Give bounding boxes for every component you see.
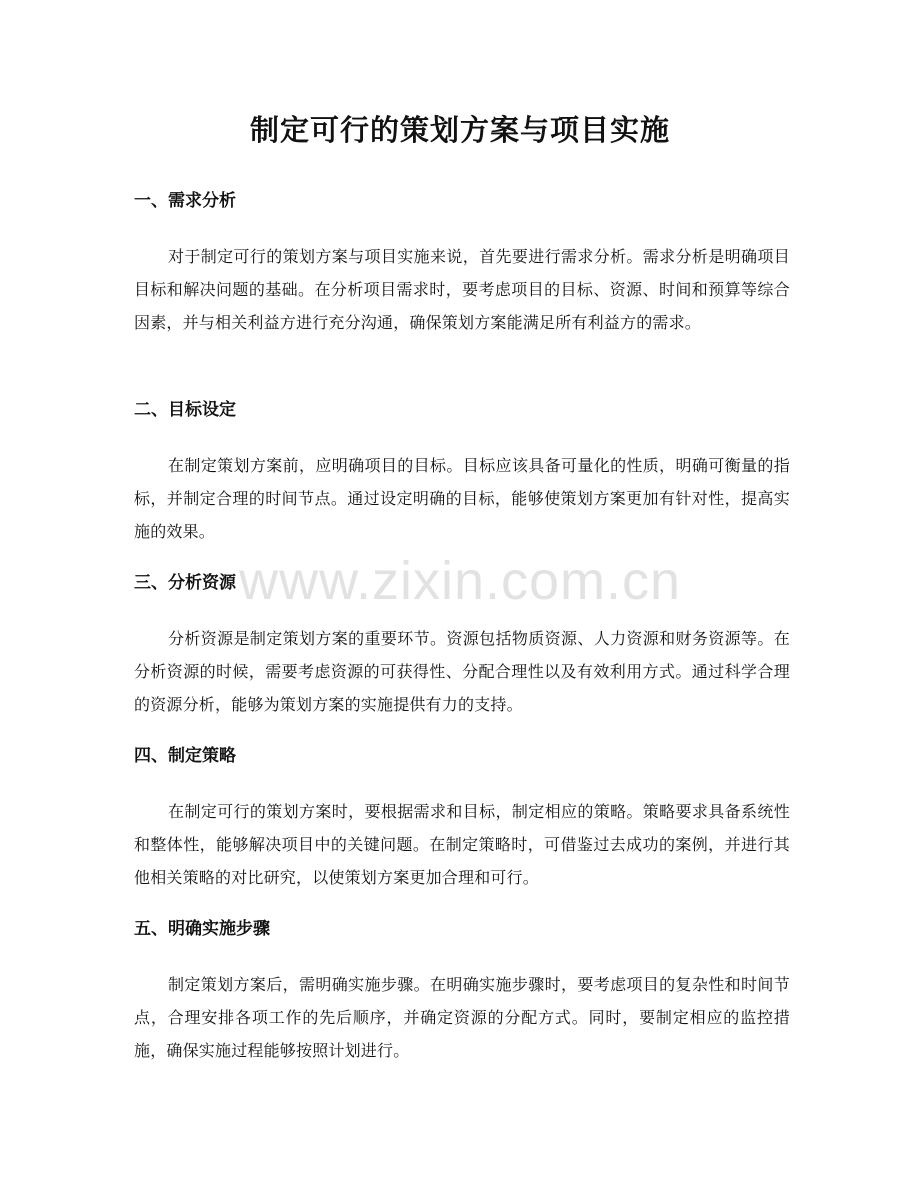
section-heading: 五、明确实施步骤: [134, 919, 270, 939]
page-title: 制定可行的策划方案与项目实施: [249, 113, 670, 147]
section-heading: 三、分析资源: [134, 573, 236, 593]
section-paragraph: 在制定可行的策划方案时，要根据需求和目标，制定相应的策略。策略要求具备系统性和整体性，能够解决项目中的关键问题。在制定策略时，可借鉴过去成功的案例，并进行其他相关策略的对比研究，以使策划方案更加合理和可行。: [134, 802, 790, 887]
section-heading: 一、需求分析: [134, 191, 236, 211]
section-requirements-analysis: [134, 188, 790, 339]
section-paragraph: 分析资源是制定策划方案的重要环节。资源包括物质资源、人力资源和财务资源等。在分析资源的时候，需要考虑资源的可获得性、分配合理性以及有效利用方式。通过科学合理的资源分析，能够为策划方案的实施提供有力的支持。: [134, 629, 790, 714]
section-heading: 四、制定策略: [134, 746, 236, 766]
watermark: www.zixin.com.cn: [238, 551, 682, 611]
section-goal-setting: [134, 397, 790, 548]
section-paragraph: 制定策划方案后，需明确实施步骤。在明确实施步骤时，要考虑项目的复杂性和时间节点，合理安排各项工作的先后顺序，并确定资源的分配方式。同时，要制定相应的监控措施，确保实施过程能够按照计划进行。: [134, 975, 790, 1060]
section-strategy: [134, 743, 790, 894]
section-resource-analysis: [134, 570, 790, 721]
section-implementation-steps: [134, 916, 790, 1067]
section-heading: 二、目标设定: [134, 400, 236, 420]
section-paragraph: 对于制定可行的策划方案与项目实施来说，首先要进行需求分析。需求分析是明确项目目标和解决问题的基础。在分析项目需求时，要考虑项目的目标、资源、时间和预算等综合因素，并与相关利益方进行充分沟通，确保策划方案能满足所有利益方的需求。: [134, 247, 790, 332]
section-paragraph: 在制定策划方案前，应明确项目的目标。目标应该具备可量化的性质，明确可衡量的指标，并制定合理的时间节点。通过设定明确的目标，能够使策划方案更加有针对性，提高实施的效果。: [134, 456, 790, 541]
